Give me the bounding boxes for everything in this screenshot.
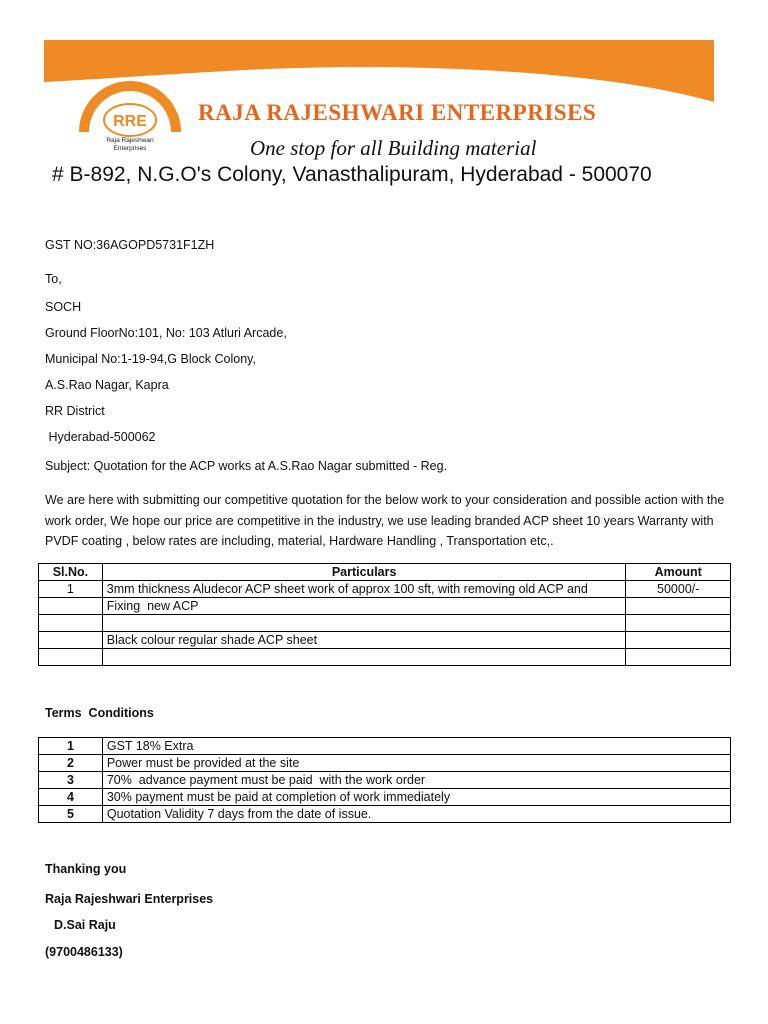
logo-caption-line2: Enterprises — [113, 145, 147, 152]
table-row — [39, 598, 731, 615]
term-number: 4 — [39, 789, 103, 806]
company-name: RAJA RAJESHWARI ENTERPRISES — [198, 100, 597, 125]
header-sl-no: Sl.No. — [39, 564, 103, 581]
term-text: GST 18% Extra — [102, 738, 730, 755]
term-text: 30% payment must be paid at completion of work immediately — [102, 789, 730, 806]
cell-sl-no: 1 — [39, 581, 103, 598]
recipient-address-line1: Ground FloorNo:101, No: 103 Atluri Arcade, — [45, 326, 287, 340]
cell-amount — [626, 632, 731, 649]
recipient-address-line2: Municipal No:1-19-94,G Block Colony, — [45, 352, 256, 366]
signatory-name: D.Sai Raju — [54, 918, 116, 932]
recipient-address-line4: RR District — [45, 404, 105, 418]
recipient-name: SOCH — [45, 300, 82, 314]
term-number: 3 — [39, 772, 103, 789]
table-row — [39, 789, 731, 806]
term-number: 5 — [39, 806, 103, 823]
company-tagline: One stop for all Building material — [250, 136, 537, 160]
cell-amount — [626, 615, 731, 632]
closing-company: Raja Rajeshwari Enterprises — [45, 892, 214, 906]
quotation-table — [38, 563, 731, 666]
logo-monogram: RRE — [113, 113, 147, 130]
cell-amount: 50000/- — [626, 581, 731, 598]
header-particulars: Particulars — [102, 564, 626, 581]
gst-number: GST NO:36AGOPD5731F1ZH — [45, 238, 215, 252]
term-text: Quotation Validity 7 days from the date of issue. — [102, 806, 730, 823]
terms-table — [38, 737, 731, 823]
term-number: 1 — [39, 738, 103, 755]
cell-amount — [626, 649, 731, 666]
company-address: # B-892, N.G.O's Colony, Vanasthalipuram, Hyderabad - 500070 — [52, 163, 652, 186]
cell-amount — [626, 598, 731, 615]
salutation: To, — [45, 272, 62, 286]
cell-particulars: Black colour regular shade ACP sheet — [102, 632, 626, 649]
logo-caption-line1: Raja Rajeshwari — [106, 137, 154, 144]
table-row — [39, 615, 731, 632]
cell-particulars: 3mm thickness Aludecor ACP sheet work of approx 100 sft, with removing old ACP and — [102, 581, 626, 598]
closing-thanks: Thanking you — [45, 862, 127, 876]
subject-line: Subject: Quotation for the ACP works at A.S.Rao Nagar submitted - Reg. — [45, 459, 448, 473]
signatory-phone: (9700486133) — [45, 945, 123, 959]
table-row — [39, 649, 731, 666]
company-logo — [78, 80, 182, 152]
cell-particulars — [102, 615, 626, 632]
body-paragraph: We are here with submitting our competitive quotation for the below work to your consideration and possible action with the work order, We hope our price are competitive in the industry, we use leading branded ACP sheet 10 years Warranty with PVDF coating , below rates are including, material, Hardware Handling , Transportation etc,. — [45, 493, 725, 548]
term-text: Power must be provided at the site — [102, 755, 730, 772]
cell-sl-no — [39, 615, 103, 632]
cell-sl-no — [39, 632, 103, 649]
table-row — [39, 581, 731, 598]
cell-sl-no — [39, 598, 103, 615]
table-row — [39, 755, 731, 772]
table-row — [39, 806, 731, 823]
recipient-address-line5: Hyderabad-500062 — [45, 430, 156, 444]
table-row — [39, 632, 731, 649]
term-text: 70% advance payment must be paid with the work order — [102, 772, 730, 789]
quotation-table-header — [39, 564, 731, 581]
cell-particulars: Fixing new ACP — [102, 598, 626, 615]
cell-particulars — [102, 649, 626, 666]
cell-sl-no — [39, 649, 103, 666]
recipient-address-line3: A.S.Rao Nagar, Kapra — [45, 378, 169, 392]
table-row — [39, 738, 731, 755]
terms-heading: Terms Conditions — [45, 706, 154, 720]
header-amount: Amount — [626, 564, 731, 581]
table-row — [39, 772, 731, 789]
term-number: 2 — [39, 755, 103, 772]
